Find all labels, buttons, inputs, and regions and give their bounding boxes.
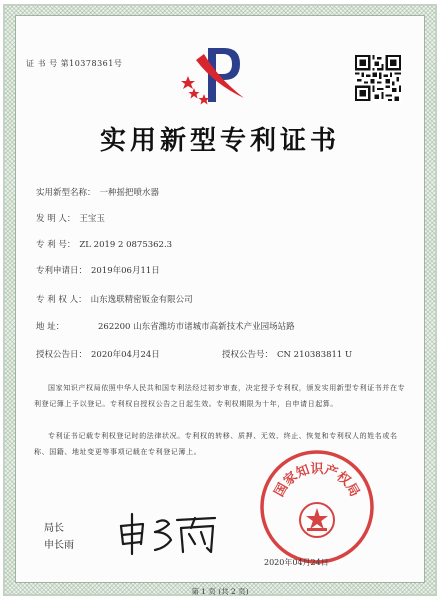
field-value: 2019年06月11日: [91, 266, 160, 276]
page-indicator: 第 1 页 (共 2 页): [191, 587, 249, 596]
svg-text:国家知识产权局: 国家知识产权局: [271, 462, 363, 500]
director-signature-icon: [115, 508, 225, 558]
field-label: 地 址：: [36, 322, 65, 332]
field-label: 授权公告日：: [36, 350, 88, 360]
field-label: 专 利 号：: [36, 240, 76, 250]
field-patent-number: [36, 238, 172, 250]
seal-date: 2020年04月24日: [264, 558, 329, 567]
page-title: 实用新型专利证书: [99, 126, 340, 156]
field-utility-model-name: [36, 186, 159, 198]
field-label: 授权公告号：: [222, 350, 274, 360]
field-value: 2020年04月24日: [91, 350, 160, 360]
field-value: 262200 山东省潍坊市诸城市高新技术产业园场站路: [98, 322, 295, 332]
field-label: 实用新型名称：: [36, 188, 96, 198]
field-label: 发 明 人：: [36, 214, 76, 224]
field-grant-number: [222, 348, 352, 360]
field-patentee: [36, 293, 193, 305]
official-seal-icon: [258, 448, 376, 566]
field-value: 一种摇把喷水器: [99, 188, 160, 198]
director-name: 申长雨: [44, 540, 74, 551]
certificate-paragraph-2: 专利证书记载专利权登记时的法律状况。专利权的转移、质押、无效、终止、恢复和专利权人的姓名或名称、国籍、地址变更等事项记载在专利登记簿上。: [34, 432, 398, 456]
cnipa-logo-icon: [178, 40, 258, 110]
field-address: [36, 320, 295, 332]
director-title: 局长: [44, 523, 64, 534]
field-label: 专利申请日：: [36, 266, 88, 276]
field-label: 专 利 权 人：: [36, 295, 87, 305]
field-filing-date: [36, 264, 160, 276]
certificate-paragraph-1: 国家知识产权局依照中华人民共和国专利法经过初步审查，决定授予专利权，颁发实用新型专利证书并在专利登记簿上予以登记。专利权自授权公告之日起生效。专利权期限为十年，自申请日起算。: [34, 384, 406, 408]
field-value: 王宝玉: [79, 214, 105, 224]
field-value: CN 210383811 U: [277, 350, 353, 360]
field-value: 山东逸联精密钣金有限公司: [90, 295, 193, 305]
qr-code-icon: [355, 55, 401, 101]
field-value: ZL 2019 2 0875362.3: [79, 240, 173, 250]
certificate-number: 证 书 号 第10378361号: [26, 59, 123, 68]
field-grant-date: [36, 348, 160, 360]
field-inventor: [36, 212, 105, 224]
